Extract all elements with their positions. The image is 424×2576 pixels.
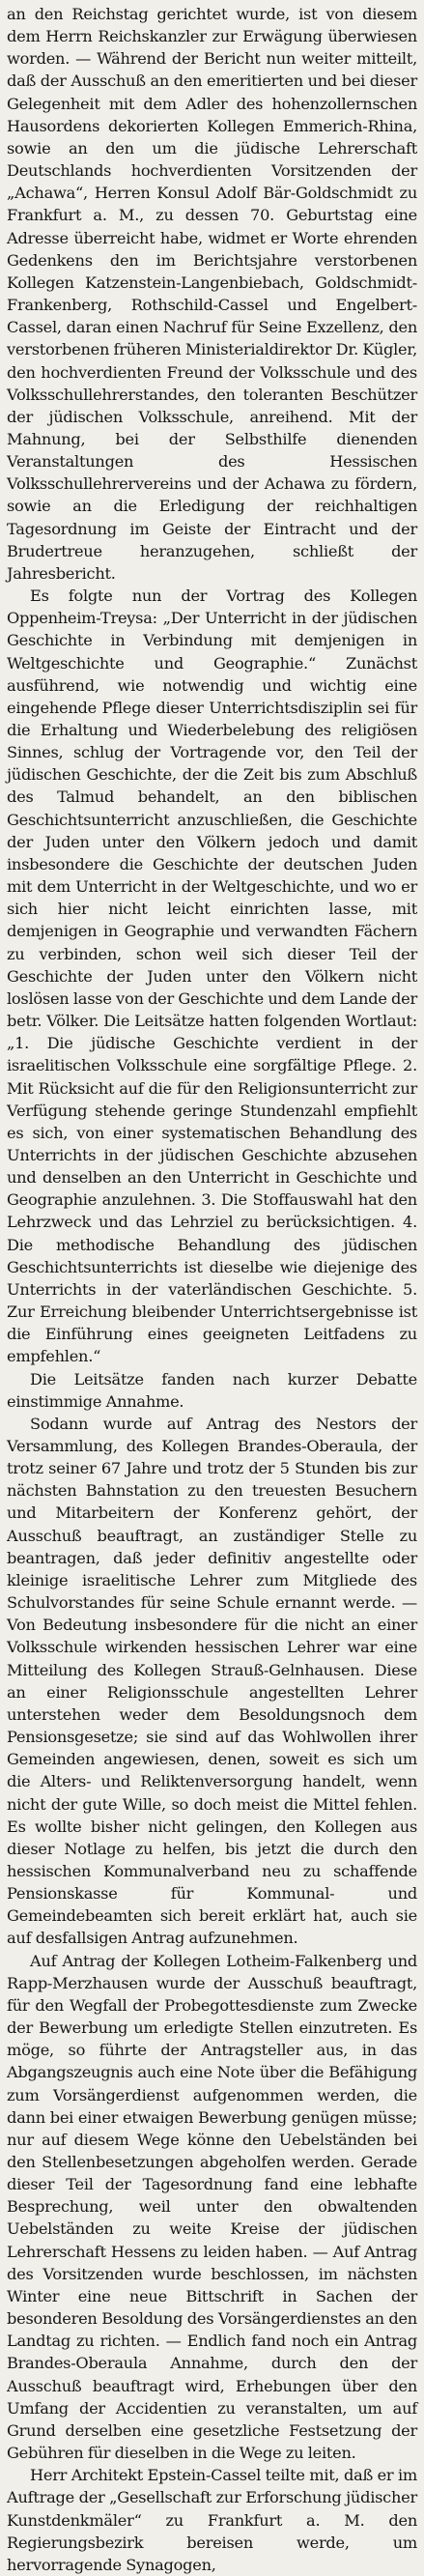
paragraph-brandes-motion: Sodann wurde auf Antrag des Nestors der Versammlung, des Kollegen Brandes-Oberaula, der trotz seiner 67 Jahre und trotz der 5 Stunden bis zur nächsten Bahnstation zu den treuesten Besuchern und Mitarbeitern der Konferenz gehört, der Ausschuß beauftragt, an zuständiger Stelle zu beantragen, daß jeder definitiv angestellte oder kleinige israelitische Lehrer zum Mitgliede des Schulvorstandes für seine Schule ernannt werde. — Von Bedeutung insbesondere für die nicht an einer Volksschule wirkenden hessischen Lehrer war eine Mitteilung des Kollegen Strauß-Gelnhausen. Diese an einer Religionsschule angestellten Lehrer unterstehen weder dem Besoldungsnoch dem Pensionsgesetze; sie sind auf das Wohlwollen ihrer Gemeinden angewiesen, denen, soweit es sich um die Alters- und Reliktenversorgung handelt, wenn nicht der gute Wille, so doch meist die Mittel fehlen. Es wollte bisher nicht gelingen, den Kollegen aus dieser Notlage zu helfen, bis jetzt die durch den hessischen Kommunalverband neu zu schaffende Pensionskasse für Kommunal- und Gemeindebeamten sich bereit erklärt hat, auch sie auf desfallsigen Antrag aufzunehmen. [7, 1414, 417, 1948]
article-column [7, 3, 417, 2574]
paragraph-resolutions-adopted: Die Leitsätze fanden nach kurzer Debatte einstimmige Annahme. [7, 1369, 417, 1411]
paragraph-annual-report-ending: an den Reichstag gerichtet wurde, ist von diesem dem Herrn Reichskanzler zur Erwägung überwiesen worden. — Während der Bericht nun weiter mitteilt, daß der Ausschuß an den emeritierten und bei dieser Gelegenheit mit dem Adler des hohenzollernschen Hausordens dekorierten Kollegen Emmerich-Rhina, sowie an den um die jüdische Lehrerschaft Deutschlands hochverdienten Vorsitzenden der „Achawa“, Herren Konsul Adolf Bär-Goldschmidt zu Frankfurt a. M., zu dessen 70. Geburtstag eine Adresse überreicht habe, widmet er Worte ehrenden Gedenkens den im Berichtsjahre verstorbenen Kollegen Katzenstein-Langenbiebach, Goldschmidt-Frankenberg, Rothschild-Cassel und Engelbert-Cassel, daran einen Nachruf für Seine Exzellenz, den verstorbenen früheren Ministerialdirektor Dr. Kügler, den hochverdienten Freund der Volksschule und des Volksschullehrerstandes, den toleranten Beschützer der jüdischen Volksschule, anreihend. Mit der Mahnung, bei der Selbsthilfe dienenden Veranstaltungen des Hessischen Volksschullehrervereins und der Achawa zu fördern, sowie an die Erledigung der reichhaltigen Tagesordnung im Geiste der Eintracht und der Brudertreue heranzugehen, schließt der Jahresbericht. [7, 5, 417, 583]
paragraph-lotheim-rapp-motion: Auf Antrag der Kollegen Lotheim-Falkenberg und Rapp-Merzhausen wurde der Ausschuß beauftragt, für den Wegfall der Probegottesdienste zum Zwecke der Bewerbung um erledigte Stellen einzutreten. Es möge, so führte der Antragsteller aus, in das Abgangszeugnis auch eine Note über die Befähigung zum Vorsängerdienst aufgenommen werden, die dann bei einer etwaigen Bewerbung genügen müsse; nur auf diesem Wege könne den Uebelständen bei den Stellenbesetzungen abgeholfen werden. Gerade dieser Teil der Tagesordnung fand eine lebhafte Besprechung, weil unter den obwaltenden Uebelständen zu weite Kreise der jüdischen Lehrerschaft Hessens zu leiden haben. — Auf Antrag des Vorsitzenden wurde beschlossen, im nächsten Winter eine neue Bittschrift in Sachen der besonderen Besoldung des Vorsängerdienstes an den Landtag zu richten. — Endlich fand noch ein Antrag Brandes-Oberaula Annahme, durch den der Ausschuß beauftragt wird, Erhebungen über den Umfang der Accidentien zu veranstalten, um auf Grund derselben eine gesetzliche Festsetzung der Gebühren für dieselben in die Wege zu leiten. [7, 1951, 417, 2463]
paragraph-epstein-report: Herr Architekt Epstein-Cassel teilte mit, daß er im Auftrage der „Gesellschaft zur Erforschung jüdischer Kunstdenkmäler“ zu Frankfurt a. M. den Regierungsbezirk bereisen werde, um hervorragende Synagogen, [7, 2466, 417, 2574]
paragraph-lecture-oppenheim: Es folgte nun der Vortrag des Kollegen Oppenheim-Treysa: „Der Unterricht in der jüdischen Geschichte in Verbindung mit demjenigen in Weltgeschichte und Geographie.“ Zunächst ausführend, wie notwendig und wichtig eine eingehende Pflege dieser Unterrichtsdisziplin sei für die Erhaltung und Wiederbelebung des religiösen Sinnes, schlug der Vortragende vor, den Teil der jüdischen Geschichte, der die Zeit bis zum Abschluß des Talmud behandelt, an den biblischen Geschichtsunterricht anzuschließen, die Geschichte der Juden unter den Völkern jedoch und damit insbesondere die Geschichte der deutschen Juden mit dem Unterricht in der Weltgeschichte, und wo er sich hier nicht leicht einrichten lasse, mit demjenigen in Geographie und verwandten Fächern zu verbinden, schon weil sich dieser Teil der Geschichte der Juden unter den Völkern nicht loslösen lasse von der Geschichte und dem Lande der betr. Völker. Die Leitsätze hatten folgenden Wortlaut: „1. Die jüdische Geschichte verdient in der israelitischen Volksschule eine sorgfältige Pflege. 2. Mit Rücksicht auf die für den Religionsunterricht zur Verfügung stehende geringe Stundenzahl empfiehlt es sich, von einer systematischen Behandlung des Unterrichts in der jüdischen Geschichte abzusehen und denselben an den Unterricht in Geschichte und Geographie anzulehnen. 3. Die Stoffauswahl hat den Lehrzweck und das Lehrziel zu berücksichtigen. 4. Die methodische Behandlung des jüdischen Geschichtsunterrichts ist dieselbe wie diejenige des Unterrichts in der vaterländischen Geschichte. 5. Zur Erreichung bleibender Unterrichtsergebnisse ist die Einführung eines geeigneten Leitfadens zu empfehlen.“ [7, 587, 417, 1366]
